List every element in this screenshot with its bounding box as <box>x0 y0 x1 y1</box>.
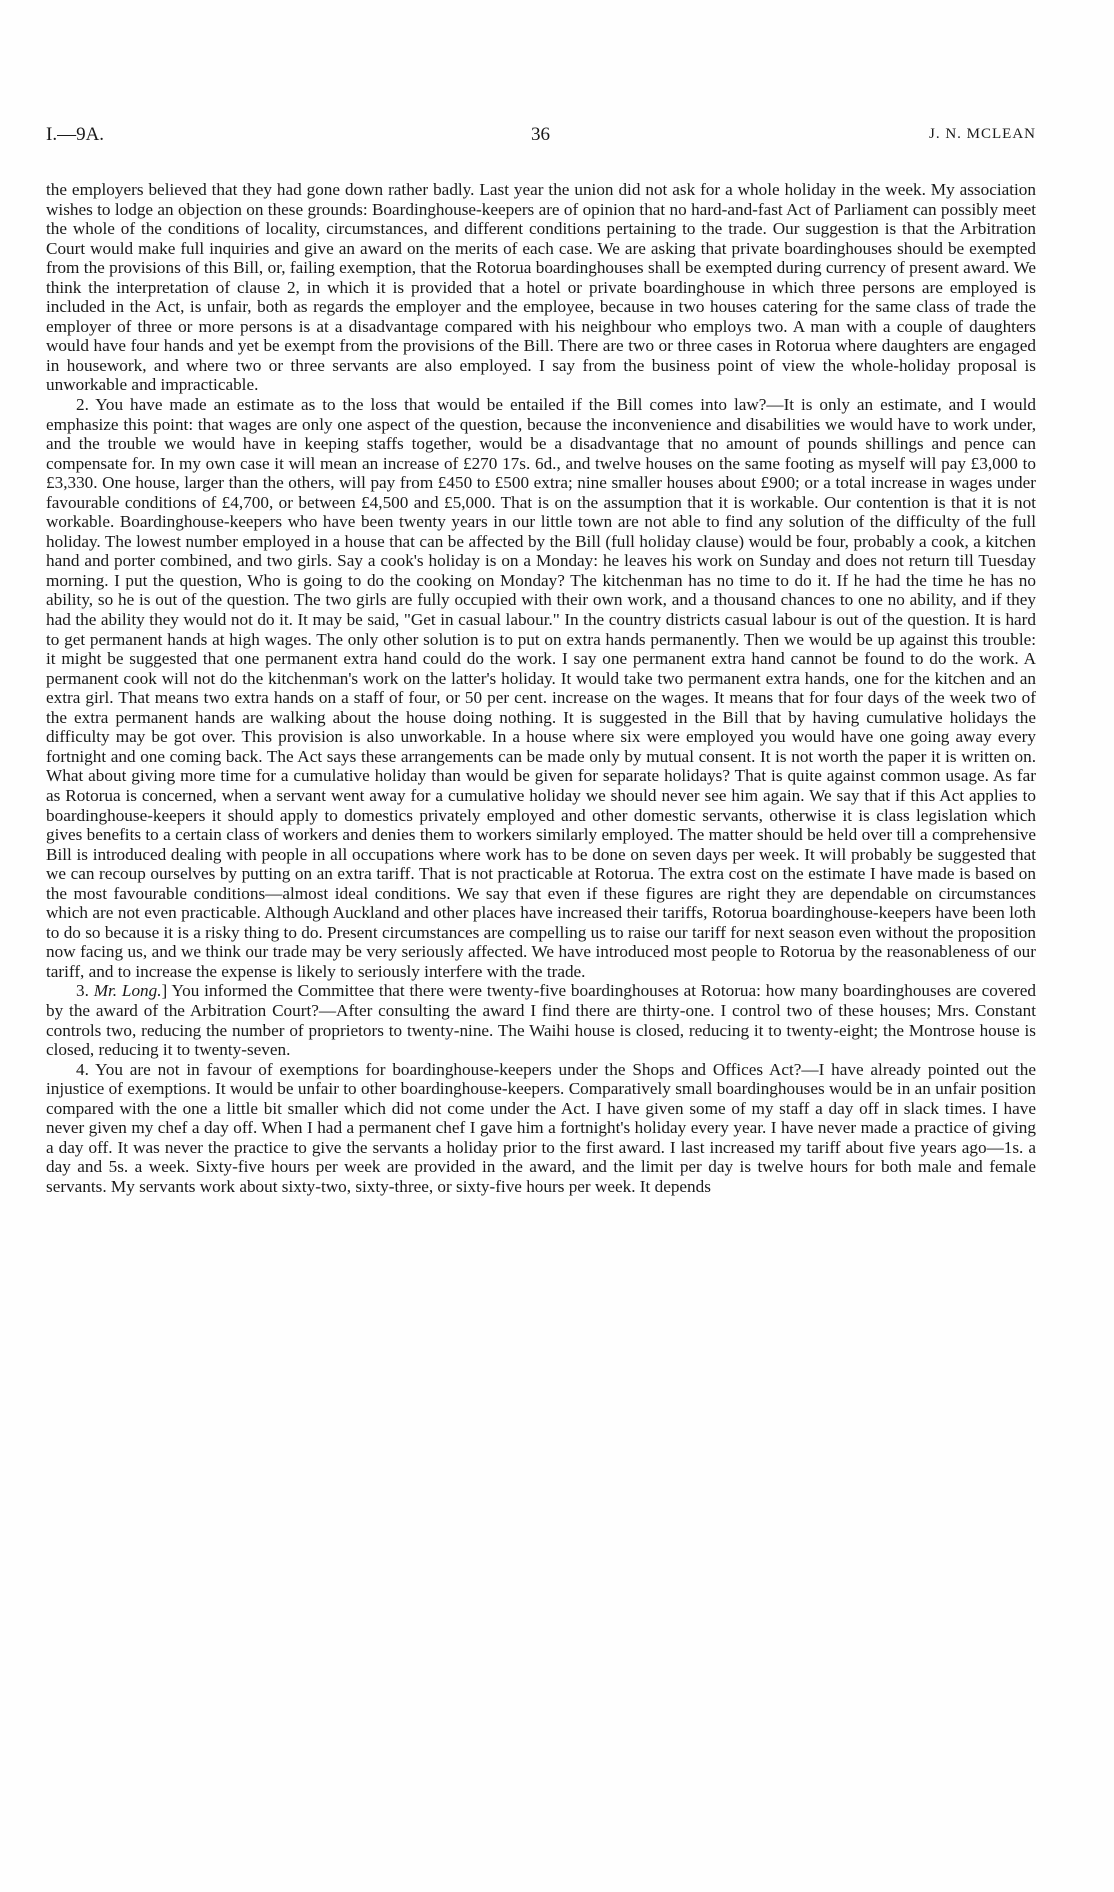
document-body <box>46 180 1036 1196</box>
speaker-name: Mr. Long. <box>93 981 162 1001</box>
question-text: ] You informed the Committee that there were twenty-five boardinghouses at Rotorua: how many boardinghouses are covered by the award of the Arbitration Court?—After consulting the award I find there are thirty-one. I control two of these houses; Mrs. Constant controls two, reducing the number of proprietors to twenty-nine. The Waihi house is closed, reducing it to twenty-eight; the Montrose house is closed, reducing it to twenty-seven. <box>46 981 1036 1060</box>
page-number: 36 <box>531 124 550 145</box>
document-reference: I.—9A. <box>46 124 105 145</box>
witness-name: J. N. MCLEAN <box>928 126 1036 142</box>
page-header <box>46 124 1036 154</box>
paragraph-question-2: 2. You have made an estimate as to the loss that would be entailed if the Bill comes into law?—It is only an estimate, and I would emphasize this point: that wages are only one aspect of the question, because the inconvenience and disabilities we would have to work under, and the trouble we would have in keeping staffs together, would be a disadvantage that no amount of pounds shillings and pence can compensate for. In my own case it will mean an increase of £270 17s. 6d., and twelve houses on the same footing as myself will pay £3,000 to £3,330. One house, larger than the others, will pay from £450 to £500 extra; nine smaller houses about £900; or a total increase in wages under favourable conditions of £4,700, or between £4,500 and £5,000. That is on the assumption that it is workable. Our contention is that it is not workable. Boardinghouse-keepers who have been twenty years in our little town are not able to find any solution of the difficulty of the full holiday. The lowest number employed in a house that can be affected by the Bill (full holiday clause) would be four, probably a cook, a kitchen hand and porter combined, and two girls. Say a cook's holiday is on a Monday: he leaves his work on Sunday and does not return till Tuesday morning. I put the question, Who is going to do the cooking on Monday? The kitchenman has no time to do it. If he had the time he has no ability, so he is out of the question. The two girls are fully occupied with their own work, and a thousand chances to one no ability, and if they had the ability they would not do it. It may be said, "Get in casual labour." In the country districts casual labour is out of the question. It is hard to get permanent hands at high wages. The only other solution is to put on extra hands permanently. Then we would be up against this trouble: it might be suggested that one permanent extra hand could do the work. I say one permanent extra hand cannot be found to do the work. A permanent cook will not do the kitchenman's work on the latter's holiday. It would take two permanent extra hands, one for the kitchen and an extra girl. That means two extra hands on a staff of four, or 50 per cent. increase on the wages. It means that for four days of the week two of the extra permanent hands are walking about the house doing nothing. It is suggested in the Bill that by having cumulative holidays the difficulty may be got over. This provision is also unworkable. In a house where six were employed you would have one going away every fortnight and one coming back. The Act says these arrangements can be made only by mutual consent. It is not worth the paper it is written on. What about giving more time for a cumulative holiday than would be given for separate holidays? That is quite against common usage. As far as Rotorua is concerned, when a servant went away for a cumulative holiday we should never see him again. We say that if this Act applies to boardinghouse-keepers it should apply to domestics privately employed and other domestic servants, otherwise it is class legislation which gives benefits to a certain class of workers and denies them to workers similarly employed. The matter should be held over till a comprehensive Bill is introduced dealing with people in all occupations where work has to be done on seven days per week. It will probably be suggested that we can recoup ourselves by putting on an extra tariff. That is not practicable at Rotorua. The extra cost on the estimate I have made is based on the most favourable conditions—almost ideal conditions. We say that even if these figures are right they are dependable on circumstances which are not even practicable. Although Auckland and other places have increased their tariffs, Rotorua boardinghouse-keepers have been loth to do so because it is a risky thing to do. Present circumstances are compelling us to raise our tariff for next season even without the proposition now facing us, and we think our trade may be very seriously affected. We have introduced most people to Rotorua by the reasonableness of our tariff, and to increase the expense is likely to seriously interfere with the trade. <box>46 395 1036 981</box>
paragraph-question-3 <box>46 981 1036 1059</box>
paragraph-continuation: the employers believed that they had gone down rather badly. Last year the union did not ask for a whole holiday in the week. My association wishes to lodge an objection on these grounds: Boardinghouse-keepers are of opinion that no hard-and-fast Act of Parliament can possibly meet the whole of the conditions of locality, circumstances, and different conditions pertaining to the trade. Our suggestion is that the Arbitration Court would make full inquiries and give an award on the merits of each case. We are asking that private boardinghouses should be exempted from the provisions of this Bill, or, failing exemption, that the Rotorua boardinghouses shall be exempted during currency of present award. We think the interpretation of clause 2, in which it is provided that a hotel or private boardinghouse in which three persons are employed is included in the Act, is unfair, both as regards the employer and the employee, because in two houses catering for the same class of trade the employer of three or more persons is at a disadvantage compared with his neighbour who employs two. A man with a couple of daughters would have four hands and yet be exempt from the provisions of the Bill. There are two or three cases in Rotorua where daughters are engaged in housework, and where two or three servants are also employed. I say from the business point of view the whole-holiday proposal is unworkable and impracticable. <box>46 180 1036 395</box>
paragraph-question-4: 4. You are not in favour of exemptions for boardinghouse-keepers under the Shops and Offices Act?—I have already pointed out the injustice of exemptions. It would be unfair to other boardinghouse-keepers. Comparatively small boardinghouses would be in an unfair position compared with the one a little bit smaller which did not come under the Act. I have given some of my staff a day off in slack times. I have never given my chef a day off. When I had a permanent chef I gave him a fortnight's holiday every year. I have never made a practice of giving a day off. It was never the practice to give the servants a holiday prior to the first award. I last increased my tariff about five years ago—1s. a day and 5s. a week. Sixty-five hours per week are provided in the award, and the limit per day is twelve hours for both male and female servants. My servants work about sixty-two, sixty-three, or sixty-five hours per week. It depends <box>46 1059 1036 1196</box>
question-number: 3. <box>76 981 94 1001</box>
